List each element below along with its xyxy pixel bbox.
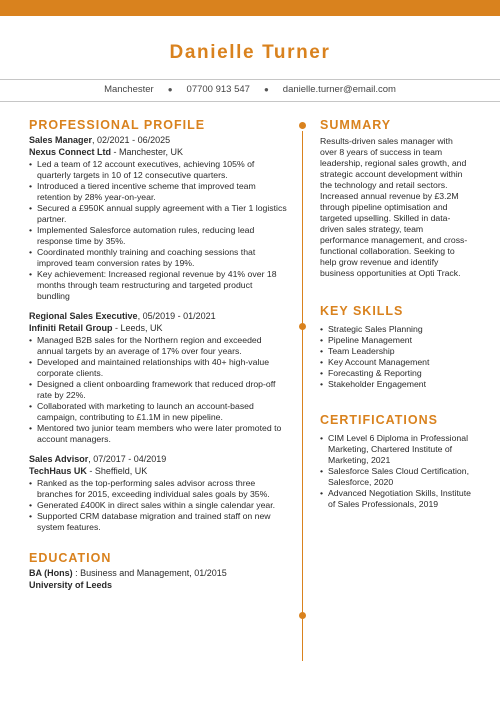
bullet-item: • Introduced a tiered incentive scheme that improved team retention by 28% year-on-year. <box>29 181 287 203</box>
job-entry <box>29 310 287 445</box>
company-line: TechHaus UK - Sheffield, UK <box>29 466 148 476</box>
skill-item: • Pipeline Management <box>320 335 472 346</box>
skill-item: • Strategic Sales Planning <box>320 324 472 335</box>
contact-rule-top <box>0 79 500 80</box>
skill-item: • Stakeholder Engagement <box>320 379 472 390</box>
certification-item: • CIM Level 6 Diploma in Professional Marketing, Chartered Institute of Marketing, 2021 <box>320 433 472 466</box>
school-line: University of Leeds <box>29 580 113 590</box>
section-heading-summary: SUMMARY <box>320 118 392 132</box>
bullet-item: • Mentored two junior team members who were later promoted to account managers. <box>29 423 287 445</box>
job-bullets <box>29 335 287 445</box>
job-entry <box>29 134 287 302</box>
bullet-separator-icon: ● <box>263 85 269 94</box>
column-divider <box>302 131 303 661</box>
bullet-item: • Secured a £950K annual supply agreement with a Tier 1 logistics partner. <box>29 203 287 225</box>
job-title-line: Regional Sales Executive, 05/2019 - 01/2021 <box>29 311 216 321</box>
top-accent-bar <box>0 0 500 16</box>
job-title-line: Sales Advisor, 07/2017 - 04/2019 <box>29 454 167 464</box>
section-heading-certifications: CERTIFICATIONS <box>320 413 438 427</box>
contact-rule-bottom <box>0 101 500 102</box>
bullet-item: • Ranked as the top-performing sales advisor across three branches for 2015, exceeding individual sales goals by 35%. <box>29 478 287 500</box>
bullet-item: • Led a team of 12 account executives, achieving 105% of quarterly targets in 10 of 12 consecutive quarters. <box>29 159 287 181</box>
skill-item: • Forecasting & Reporting <box>320 368 472 379</box>
bullet-item: • Collaborated with marketing to launch an account-based campaign, contributing to £1.1M in new pipeline. <box>29 401 287 423</box>
job-bullets <box>29 478 287 533</box>
email-link[interactable]: danielle.turner@email.com <box>282 84 396 95</box>
candidate-name: Danielle Turner <box>169 42 331 63</box>
degree-line: BA (Hons) : Business and Management, 01/2015 <box>29 568 227 578</box>
contact-line <box>0 84 500 95</box>
job-entry <box>29 453 287 533</box>
location-text: Manchester <box>104 84 154 95</box>
company-line: Infiniti Retail Group - Leeds, UK <box>29 323 163 333</box>
bullet-separator-icon: ● <box>167 85 173 94</box>
certification-item: • Advanced Negotiation Skills, Institute of Sales Professionals, 2019 <box>320 488 472 510</box>
bullet-item: • Implemented Salesforce automation rules, reducing lead response time by 35%. <box>29 225 287 247</box>
bullet-item: • Supported CRM database migration and trained staff on new system features. <box>29 511 287 533</box>
certifications-list <box>320 433 472 510</box>
phone-text: 07700 913 547 <box>186 84 250 95</box>
bullet-item: • Designed a client onboarding framework that reduced drop-off rate by 22%. <box>29 379 287 401</box>
company-line: Nexus Connect Ltd - Manchester, UK <box>29 147 184 157</box>
job-title-line: Sales Manager, 02/2021 - 06/2025 <box>29 135 171 145</box>
bullet-item: • Key achievement: Increased regional revenue by 41% over 18 months through team restructuring and targeted product bundling <box>29 269 287 302</box>
section-heading-education: EDUCATION <box>29 551 112 565</box>
certification-item: • Salesforce Sales Cloud Certification, Salesforce, 2020 <box>320 466 472 488</box>
bullet-item: • Coordinated monthly training and coaching sessions that improved team conversion rates by 19%. <box>29 247 287 269</box>
skill-item: • Key Account Management <box>320 357 472 368</box>
divider-dot-icon <box>299 122 306 129</box>
job-bullets <box>29 159 287 302</box>
section-heading-professional-profile: PROFESSIONAL PROFILE <box>29 118 206 132</box>
bullet-item: • Generated £400K in direct sales within a single calendar year. <box>29 500 287 511</box>
divider-dot-icon <box>299 323 306 330</box>
skills-list <box>320 324 472 390</box>
right-column <box>320 116 472 510</box>
bullet-item: • Developed and maintained relationships with 40+ high-value corporate clients. <box>29 357 287 379</box>
left-column <box>29 116 287 591</box>
skill-item: • Team Leadership <box>320 346 472 357</box>
bullet-item: • Managed B2B sales for the Northern region and exceeded annual targets by an average of 17% over four years. <box>29 335 287 357</box>
section-heading-key-skills: KEY SKILLS <box>320 304 404 318</box>
summary-text: Results-driven sales manager with over 8 years of success in team leadership, regional sales growth, and strategic account development within the technology and retail sectors. Increased annual revenue by £3.2M through pipeline optimisation and targeted upselling. Skilled in data-driven sales strategy, team performance management, and cross-functional collaboration. Seeking to help grow revenue and identify business opportunities at Opti Track. <box>320 136 468 278</box>
divider-dot-icon <box>299 612 306 619</box>
